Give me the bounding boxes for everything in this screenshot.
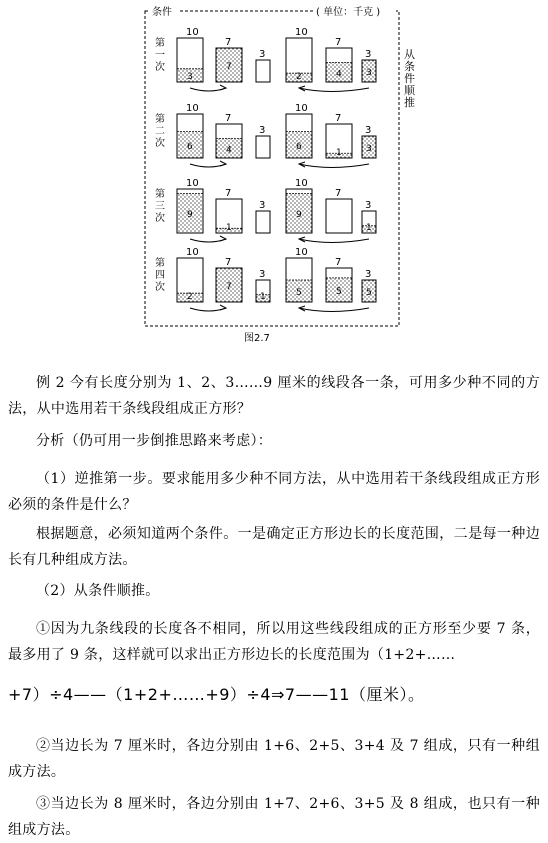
jug-amount-label: 1 (366, 223, 372, 233)
jug-capacity-label: 10 (186, 178, 199, 189)
jug-capacity-label: 10 (295, 247, 308, 258)
jug-capacity-label: 10 (295, 103, 308, 114)
jug-capacity-label: 3 (365, 269, 372, 280)
row-label: 第一次 (155, 38, 165, 73)
diagram-row (155, 103, 376, 168)
jug-amount-label: 3 (187, 72, 193, 82)
diagram-row (155, 27, 376, 92)
pour-arrow (299, 239, 369, 243)
side-eight-paragraph: ③当边长为 8 厘米时，各边分别由 1+7、2+6、3+5 及 8 组成，也只有一种组成方法。 (8, 796, 540, 838)
jug-outline (326, 199, 352, 233)
jug-capacity-label: 7 (225, 37, 232, 48)
conditions-paragraph: 根据题意，必须知道两个条件。一是确定正方形边长的长度范围，二是每一种边长有几种组成方法。 (8, 526, 540, 568)
jug-amount-label: 5 (366, 288, 372, 298)
jug-outline (256, 211, 270, 233)
jug-amount-label: 9 (296, 210, 302, 221)
pour-arrow (299, 164, 369, 168)
jug-capacity-label: 10 (186, 27, 199, 38)
jug-outline (256, 60, 270, 82)
row-label: 第三次 (155, 189, 165, 224)
jug-capacity-label: 7 (225, 257, 232, 268)
jug-amount-label: 5 (336, 286, 342, 297)
jug-diagram-svg (0, 0, 548, 345)
side-note: 从条件顺推 (404, 48, 415, 109)
row-label: 第四次 (155, 258, 165, 293)
range-formula: +7）÷4——（1+2+……+9）÷4⇒7——11（厘米）。 (8, 685, 425, 704)
jug-capacity-label: 3 (259, 269, 266, 280)
analysis-intro: 分析（仍可用一步倒推思路来考虑）： (36, 433, 273, 449)
jug-amount-label: 2 (296, 72, 302, 82)
jug-capacity-label: 7 (225, 188, 232, 199)
jug-amount-label: 5 (296, 288, 302, 298)
jug-capacity-label: 3 (365, 49, 372, 60)
jug-amount-label: 7 (226, 282, 232, 292)
jug-outline (256, 136, 270, 158)
jug-capacity-label: 7 (225, 113, 232, 124)
jug-amount-label: 1 (336, 148, 342, 158)
range-paragraph: ①因为九条线段的长度各不相同，所以用这些线段组成的正方形至少要 7 条，最多用了 9 条，这样就可以求出正方形边长的长度范围为（1+2+…… (8, 621, 540, 663)
jug-amount-label: 3 (366, 68, 372, 78)
jug-amount-label: 1 (226, 223, 232, 233)
jug-amount-label: 6 (296, 141, 302, 152)
jug-capacity-label: 3 (259, 200, 266, 211)
jug-capacity-label: 3 (365, 125, 372, 136)
jug-amount-label: 1 (260, 292, 266, 302)
header-left: 条件 (152, 7, 172, 18)
jug-capacity-label: 7 (335, 188, 342, 199)
jug-capacity-label: 10 (295, 27, 308, 38)
jug-amount-label: 9 (187, 210, 193, 221)
jug-amount-label: 3 (366, 144, 372, 154)
side-seven-paragraph: ②当边长为 7 厘米时，各边分别由 1+6、2+5、3+4 及 7 组成，只有一种组成方法。 (8, 738, 540, 780)
example-statement: 例 2 今有长度分别为 1、2、3……9 厘米的线段各一条，可用多少种不同的方法，从中选用若干条线段组成正方形？ (8, 375, 540, 417)
row-label: 第二次 (155, 114, 165, 149)
jug-capacity-label: 3 (259, 49, 266, 60)
diagram-row (155, 178, 376, 243)
jug-diagram (0, 0, 548, 345)
pour-arrow (299, 308, 369, 312)
dashed-frame (145, 11, 399, 326)
step-two: （2）从条件顺推。 (36, 583, 160, 599)
jug-capacity-label: 10 (186, 103, 199, 114)
diagram-row (155, 247, 376, 312)
jug-amount-label: 2 (187, 292, 193, 302)
figure-caption: 图2.7 (244, 333, 270, 344)
jug-amount-label: 4 (226, 145, 232, 156)
jug-capacity-label: 7 (335, 113, 342, 124)
jug-amount-label: 6 (187, 141, 193, 152)
header-right: ( 单位：千克 ) (316, 7, 381, 18)
jug-capacity-label: 10 (186, 247, 199, 258)
jug-amount-label: 7 (226, 62, 232, 72)
step-one: （1）逆推第一步。要求能用多少种不同方法，从中选用若干条线段组成正方形必须的条件是什么？ (8, 471, 540, 513)
jug-capacity-label: 3 (365, 200, 372, 211)
jug-capacity-label: 7 (335, 257, 342, 268)
jug-capacity-label: 7 (335, 37, 342, 48)
jug-capacity-label: 10 (295, 178, 308, 189)
jug-amount-label: 4 (336, 69, 342, 80)
pour-arrow (299, 88, 369, 92)
jug-capacity-label: 3 (259, 125, 266, 136)
